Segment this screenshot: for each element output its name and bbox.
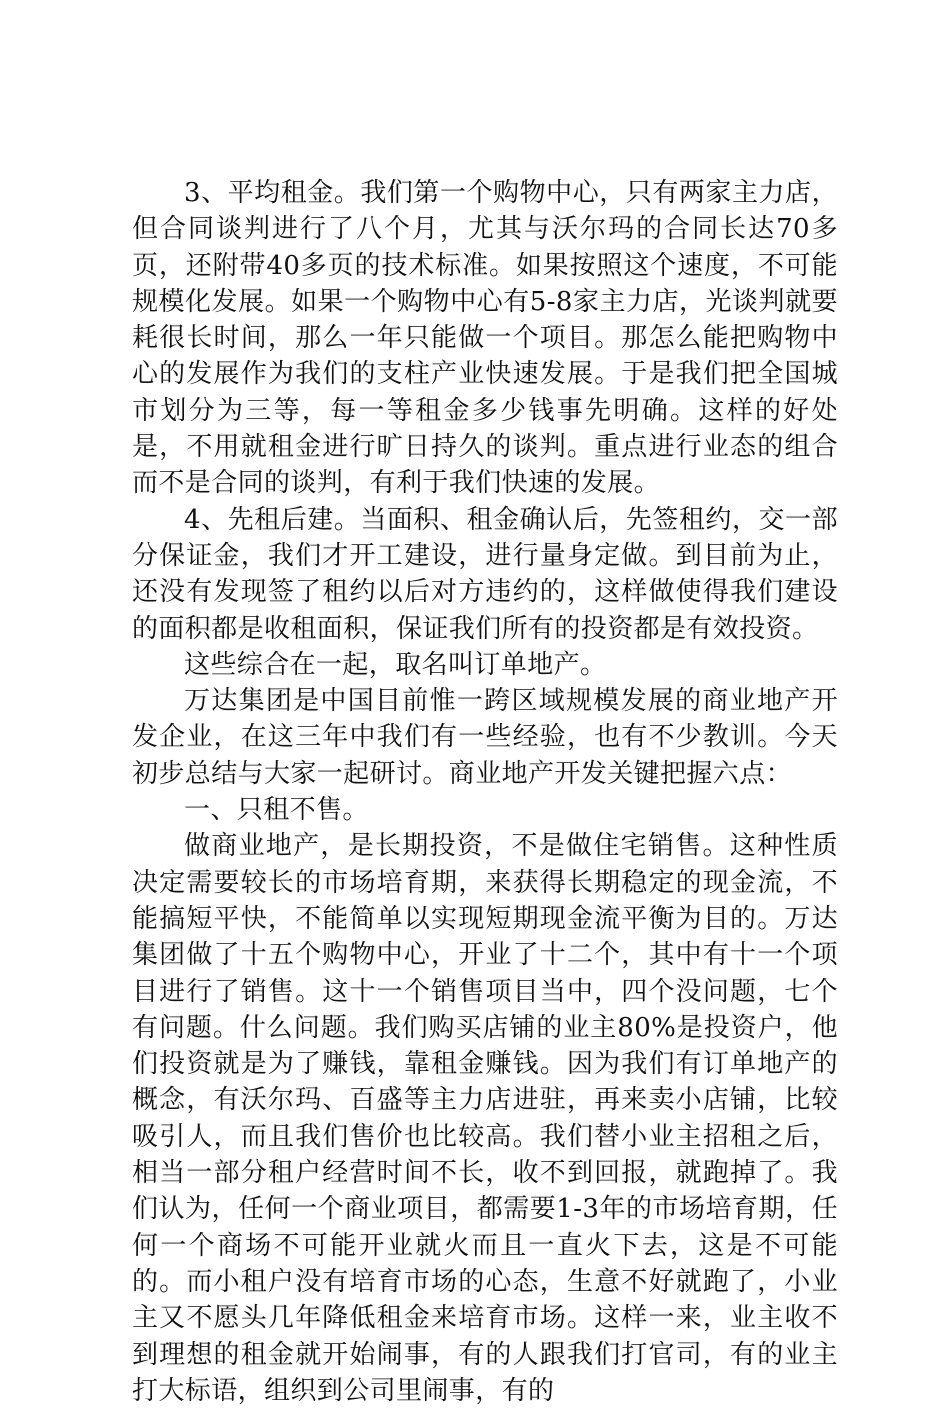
- paragraph-lease-only-body: 做商业地产，是长期投资，不是做住宅销售。这种性质决定需要较长的市场培育期，来获得长期稳定的现金流，不能搞短平快，不能简单以实现短期现金流平衡为目的。万达集团做了十五个购物中心，开业了十二个，其中有十一个项目进行了销售。这十一个销售项目当中，四个没问题，七个有问题。什么问题。我们购买店铺的业主80%是投资户，他们投资就是为了赚钱，靠租金赚钱。因为我们有订单地产的概念，有沃尔玛、百盛等主力店进驻，再来卖小店铺，比较吸引人，而且我们售价也比较高。我们替小业主招租之后，相当一部分租户经营时间不长，收不到回报，就跑掉了。我们认为，任何一个商业项目，都需要1-3年的市场培育期，任何一个商场不可能开业就火而且一直火下去，这是不可能的。而小租户没有培育市场的心态，生意不好就跑了，小业主又不愿头几年降低租金来培育市场。这样一来，业主收不到理想的租金就开始闹事，有的人跟我们打官司，有的业主打大标语，组织到公司里闹事，有的: [132, 831, 838, 1406]
- paragraph-lease-before-build: 4、先租后建。当面积、租金确认后，先签租约，交一部分保证金，我们才开工建设，进行量身定做。到目前为止，还没有发现签了租约以后对方违约的，这样做使得我们建设的面积都是收租面积，保证我们所有的投资都是有效投资。: [132, 504, 838, 644]
- paragraph-heading-lease-only: 一、只租不售。: [184, 795, 369, 826]
- paragraph-average-rent: 3、平均租金。我们第一个购物中心，只有两家主力店，但合同谈判进行了八个月，尤其与沃尔玛的合同长达70多页，还附带40多页的技术标准。如果按照这个速度，不可能规模化发展。如果一个购物中心有5-8家主力店，光谈判就要耗很长时间，那么一年只能做一个项目。那怎么能把购物中心的发展作为我们的支柱产业快速发展。于是我们把全国城市划分为三等，每一等租金多少钱事先明确。这样的好处是，不用就租金进行旷日持久的谈判。重点进行业态的组合而不是合同的谈判，有利于我们快速的发展。: [132, 178, 838, 499]
- paragraph-order-real-estate: 这些综合在一起，取名叫订单地产。: [184, 649, 607, 680]
- document-body: [132, 175, 838, 1409]
- paragraph-wanda-intro: 万达集团是中国目前惟一跨区域规模发展的商业地产开发企业，在这三年中我们有一些经验，也有不少教训。今天初步总结与大家一起研讨。商业地产开发关键把握六点：: [132, 686, 838, 789]
